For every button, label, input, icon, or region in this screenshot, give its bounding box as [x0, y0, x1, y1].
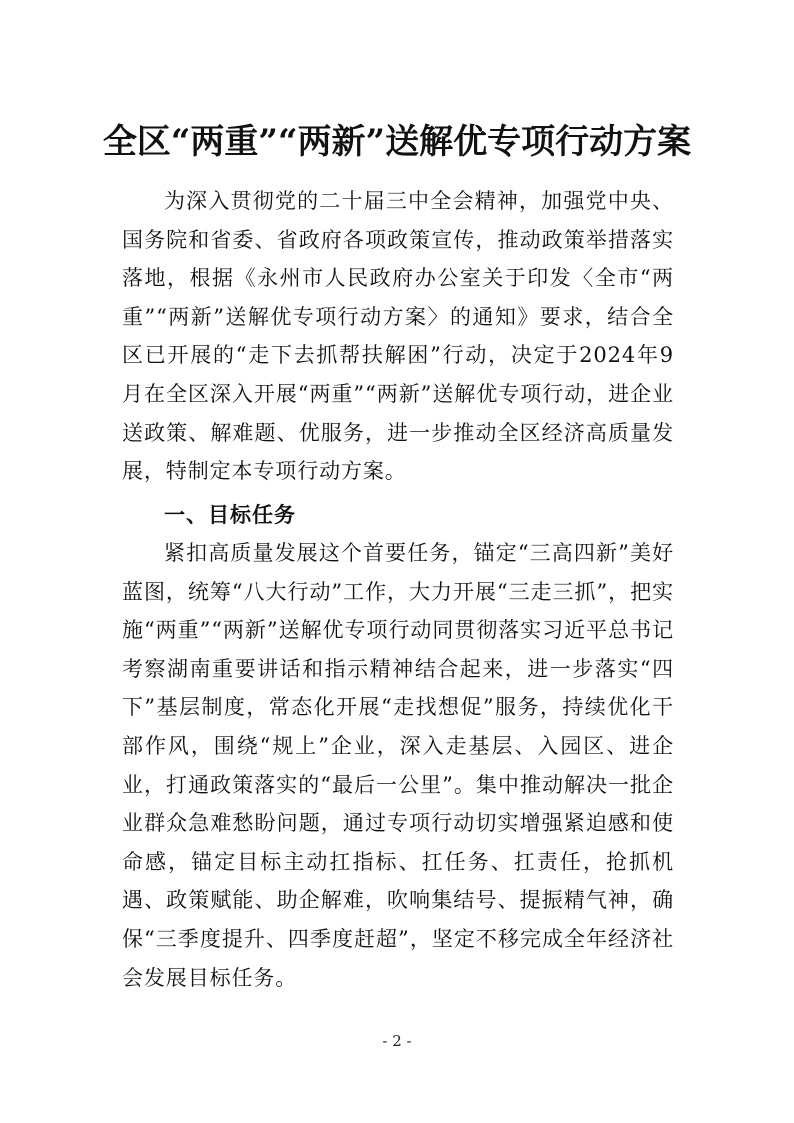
document-title: 全区“两重”“两新”送解优专项行动方案: [102, 121, 692, 162]
intro-paragraph: 为深入贯彻党的二十届三中全会精神，加强党中央、国务院和省委、省政府各项政策宣传，推动政策举措落实落地，根据《永州市人民政府办公室关于印发〈全市“两重”“两新”送解优专项行动方案〉的通知》要求，结合全区已开展的“走下去抓帮扶解困”行动，决定于2024年9月在全区深入开展“两重”“两新”送解优专项行动，进企业送政策、解难题、优服务，进一步推动全区经济高质量发展，特制定本专项行动方案。: [122, 189, 674, 484]
section-heading: 一、目标任务: [164, 503, 296, 527]
target-task-paragraph: 紧扣高质量发展这个首要任务，锚定“三高四新”美好蓝图，统筹“八大行动”工作，大力开展“三走三抓”，把实施“两重”“两新”送解优专项行动同贯彻落实习近平总书记考察湖南重要讲话和指示精神结合起来，进一步落实“四下”基层制度，常态化开展“走找想促”服务，持续优化干部作风，围绕“规上”企业，深入走基层、入园区、进企业，打通政策落实的“最后一公里”。集中推动解决一批企业群众急难愁盼问题，通过专项行动切实增强紧迫感和使命感，锚定目标主动扛指标、扛任务、扛责任，抢抓机遇、政策赋能、助企解难，吹响集结号、提振精气神，确保“三季度提升、四季度赶超”，坚定不移完成全年经济社会发展目标任务。: [122, 541, 674, 990]
page-number: - 2 -: [382, 1032, 412, 1050]
